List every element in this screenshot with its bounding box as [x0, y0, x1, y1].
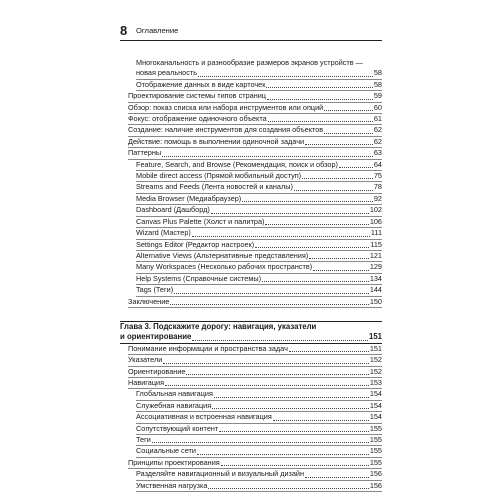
toc-entry — [128, 367, 382, 378]
toc-entry-page: 156 — [369, 469, 382, 479]
dot-leader — [170, 304, 368, 305]
toc-entry — [136, 217, 382, 228]
toc-entry-page: 155 — [369, 423, 382, 433]
toc-entry-page: 106 — [369, 216, 382, 226]
toc-entry-title: и ориентирование — [120, 332, 192, 342]
toc-entry — [128, 137, 382, 148]
toc-entry-title: Ориентирование — [128, 366, 186, 376]
chapter-gap — [120, 308, 382, 321]
toc-entry — [136, 171, 382, 182]
toc-entry-page: 111 — [370, 228, 382, 238]
toc-entry-title: Settings Editor (Редактор настроек) — [136, 239, 255, 249]
dot-leader — [289, 351, 369, 352]
toc-entry — [128, 378, 382, 389]
toc-entry-title: Заключение — [128, 296, 170, 306]
toc-entry-page: 154 — [369, 400, 382, 410]
toc-entry-title: Умственная нагрузка — [136, 480, 208, 490]
dot-leader — [186, 374, 368, 375]
dot-leader — [255, 247, 369, 248]
toc-entry-page: 59 — [373, 91, 382, 101]
dot-leader — [313, 270, 369, 271]
page-number: 8 — [120, 23, 128, 38]
table-of-contents — [120, 58, 382, 492]
toc-entry — [136, 274, 382, 285]
toc-entry-page: 61 — [373, 114, 382, 124]
header-rule — [120, 40, 382, 41]
toc-entry — [136, 251, 382, 262]
dot-leader — [268, 121, 373, 122]
toc-entry-title: новая реальность — [136, 68, 198, 78]
toc-entry-title: Служебная навигация — [136, 400, 212, 410]
dot-leader — [309, 258, 369, 259]
toc-entry — [128, 91, 382, 102]
toc-entry — [136, 160, 382, 171]
dot-leader — [198, 76, 373, 77]
toc-entry-title: Социальные сети — [136, 446, 196, 456]
toc-entry — [128, 355, 382, 366]
dot-leader — [208, 488, 368, 489]
dot-leader — [273, 420, 369, 421]
dot-leader — [324, 110, 373, 111]
dot-leader — [324, 133, 373, 134]
toc-entry-title: Help Systems (Справочные системы) — [136, 273, 262, 283]
toc-entry-page: 92 — [373, 193, 382, 203]
dot-leader — [267, 99, 373, 100]
dot-leader — [305, 144, 373, 145]
toc-entry-page: 129 — [369, 262, 382, 272]
toc-entry — [136, 412, 382, 423]
toc-entry — [136, 58, 382, 68]
toc-entry — [136, 80, 382, 91]
toc-entry — [128, 148, 382, 159]
toc-entry-title: Отображение данных в виде карточек — [136, 79, 266, 89]
toc-entry-title: Alternative Views (Альтернативные представления) — [136, 250, 309, 260]
toc-entry-title: Streams and Feeds (Лента новостей и каналы) — [136, 182, 293, 192]
toc-entry-page: 155 — [369, 446, 382, 456]
toc-entry-title: Глава 3. Подскажите дорогу: навигация, указатели — [120, 321, 317, 331]
dot-leader — [192, 236, 370, 237]
dot-leader — [212, 408, 369, 409]
dot-leader — [266, 87, 372, 88]
toc-entry-page: 64 — [373, 159, 382, 169]
dot-leader — [339, 167, 373, 168]
toc-entry — [136, 469, 382, 480]
toc-entry-title: Указатели — [128, 355, 163, 365]
running-title: Оглавление — [136, 26, 179, 35]
toc-entry-page: 60 — [373, 102, 382, 112]
toc-entry — [136, 285, 382, 296]
toc-entry-page: 62 — [373, 136, 382, 146]
toc-entry-page: 58 — [373, 79, 382, 89]
toc-entry — [128, 103, 382, 114]
chapter-heading — [120, 321, 382, 332]
dot-leader — [162, 156, 373, 157]
dot-leader — [163, 363, 369, 364]
toc-entry-title: Mobile direct access (Прямой мобильный доступ) — [136, 171, 302, 181]
toc-entry-page: 151 — [369, 343, 382, 353]
toc-entry-title: Wizard (Мастер) — [136, 228, 191, 238]
toc-entry-page: 154 — [369, 389, 382, 399]
toc-entry-page: 75 — [373, 171, 382, 181]
toc-entry — [128, 114, 382, 125]
toc-entry — [136, 194, 382, 205]
toc-entry-page: 115 — [370, 239, 382, 249]
toc-entry-title: Media Browser (Медиабраузер) — [136, 193, 242, 203]
toc-entry — [128, 297, 382, 308]
dot-leader — [214, 397, 369, 398]
toc-entry — [128, 125, 382, 136]
toc-entry — [128, 458, 382, 469]
toc-entry — [136, 205, 382, 216]
toc-entry-page: 121 — [369, 250, 382, 260]
toc-entry-title: Многоканальность и разнообразие размеров экранов устройств — — [136, 58, 363, 67]
dot-leader — [302, 178, 373, 179]
dot-leader — [219, 431, 369, 432]
toc-entry-title: Создание: наличие инструментов для создания объектов — [128, 125, 324, 135]
toc-entry-title: Глобальная навигация — [136, 389, 213, 399]
toc-entry-title: Canvas Plus Palette (Холст и палитра) — [136, 216, 265, 226]
toc-entry-page: 144 — [369, 285, 382, 295]
dot-leader — [192, 340, 368, 341]
toc-entry-title: Ассоциативная и встроенная навигация — [136, 412, 272, 422]
toc-entry-title: Разделяйте навигационный и визуальный дизайн — [136, 469, 305, 479]
toc-entry — [136, 435, 382, 446]
toc-entry-page: 151 — [368, 332, 382, 342]
toc-entry-page: 154 — [369, 412, 382, 422]
page-header — [120, 23, 382, 40]
toc-entry — [136, 446, 382, 457]
toc-entry-title: Dashboard (Дашборд) — [136, 205, 210, 215]
toc-entry — [136, 424, 382, 435]
toc-entry — [136, 401, 382, 412]
toc-entry-title: Обзор: показ списка или набора инструментов или опций — [128, 102, 324, 112]
toc-entry-title: Проектирование системы типов страниц — [128, 91, 266, 101]
dot-leader — [197, 454, 369, 455]
toc-entry-title: Сопутствующий контент — [136, 423, 219, 433]
dot-leader — [242, 201, 373, 202]
toc-entry-title: Паттерны — [128, 148, 162, 158]
toc-entry-title: Теги — [136, 435, 151, 444]
dot-leader — [265, 224, 368, 225]
toc-entry — [136, 228, 382, 239]
toc-entry — [136, 262, 382, 273]
toc-entry-title: Навигация — [128, 377, 165, 387]
toc-entry — [136, 68, 382, 79]
toc-entry-title: Принципы проектирования — [128, 457, 220, 467]
toc-entry — [136, 240, 382, 251]
toc-entry-page: 152 — [369, 355, 382, 365]
toc-entry-page: 152 — [369, 366, 382, 376]
dot-leader — [211, 213, 369, 214]
toc-entry-page: 58 — [373, 68, 382, 78]
dot-leader — [262, 281, 369, 282]
toc-entry-page: 134 — [369, 273, 382, 283]
toc-entry-page: 62 — [373, 125, 382, 135]
toc-entry-page: 155 — [369, 457, 382, 467]
toc-entry-title: Понимание информации и пространства задач — [128, 343, 288, 353]
toc-entry-title: Действие: помощь в выполнении одиночной задачи — [128, 136, 305, 146]
toc-entry — [128, 344, 382, 355]
toc-entry — [136, 389, 382, 400]
toc-entry-page: 153 — [369, 377, 382, 387]
dot-leader — [294, 190, 373, 191]
toc-entry — [136, 182, 382, 193]
chapter-heading — [120, 332, 382, 343]
toc-entry-page: 78 — [373, 182, 382, 192]
toc-entry-page: 155 — [369, 435, 382, 444]
dot-leader — [152, 442, 369, 443]
toc-entry-page: 150 — [369, 296, 382, 306]
dot-leader — [165, 385, 369, 386]
toc-entry-title: Фокус: отображение одиночного объекта — [128, 114, 267, 124]
dot-leader — [305, 477, 369, 478]
toc-entry-title: Feature, Search, and Browse (Рекомендация, поиск и обзор) — [136, 159, 338, 169]
toc-entry-page: 63 — [373, 148, 382, 158]
dot-leader — [221, 465, 369, 466]
toc-entry-title: Tags (Теги) — [136, 285, 174, 295]
toc-entry-page: 156 — [369, 480, 382, 490]
toc-entry-title: Many Workspaces (Несколько рабочих пространств) — [136, 262, 313, 272]
dot-leader — [174, 293, 369, 294]
toc-entry-page: 102 — [369, 205, 382, 215]
toc-entry — [136, 481, 382, 492]
